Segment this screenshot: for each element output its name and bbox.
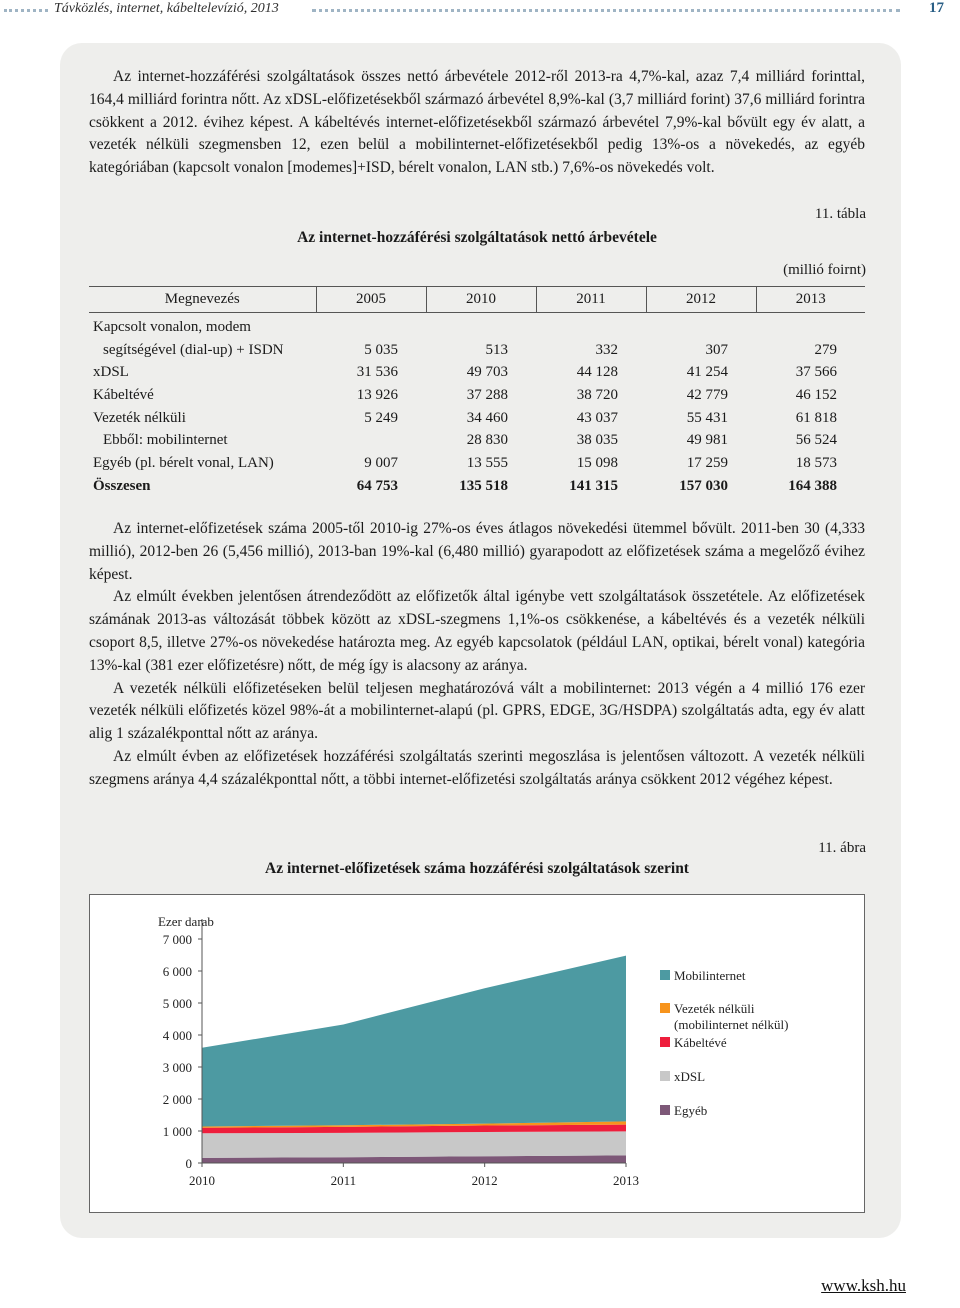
table-cell: 49 703 xyxy=(466,364,508,381)
legend-label: Vezeték nélküli (mobilinternet nélkül) xyxy=(674,1001,789,1032)
table-cell: 28 830 xyxy=(466,432,508,449)
col-header: 2005 xyxy=(316,287,426,313)
legend-label: Egyéb xyxy=(674,1103,708,1118)
intro-paragraph-text: Az internet-hozzáférési szolgáltatások összes nettó árbevétele 2012-ről 2013-ra 4,7%-kal, azaz 7,4 milliárd forinttal, 164,4 milliárd forintra nőtt. Az xDSL-előfizetésekből származó árbevétel 8,9%-kal (3,7 milliárd forint) 37,6 milliárd forintra csökkent a 2012. évihez képest. A kábeltévés internet-előfizetésekből származó árbevétel 7,9%-kal bővült egy év alatt, a vezeték nélküli szegmensben 12, ezen belül a mobilinternet-előfizetésekből pedig 13%-os a növekedés, az egyéb kategóriában (kapcsolt vonalon [modemes]+ISD, bérelt vonalon, LAN stb.) 7,6%-os növekedés volt. xyxy=(89,68,865,177)
y-tick-label: 1 000 xyxy=(162,1124,192,1139)
table-header-row xyxy=(89,287,865,313)
col-header: Megnevezés xyxy=(89,287,316,313)
legend-swatch xyxy=(660,1003,670,1013)
table-cell: 44 128 xyxy=(576,364,618,381)
body-paragraph: Az elmúlt években jelentősen átrendeződött az előfizetők által igénybe vett szolgáltatások összetétele. Az előfizetések számának 2013-as változását többek között az xDSL-szegmens 1,1%-os csökkenése, a kábeltévés és a vezeték nélküli csoport 8,5, illetve 27%-os növekedése határozta meg. Az egyéb kapcsolatok (például LAN, optikai, bérelt vonal) kategória 13%-kal (381 ezer előfizetésre) nőtt, de még így is alacsony az aránya. xyxy=(89,588,865,674)
table-cell: 55 431 xyxy=(686,409,728,426)
table-row xyxy=(89,336,865,359)
table-cell: 13 926 xyxy=(356,387,398,404)
col-header: 2013 xyxy=(756,287,865,313)
table-cell: 157 030 xyxy=(679,477,728,494)
table-cell: 13 555 xyxy=(466,455,508,472)
legend-swatch xyxy=(660,1071,670,1081)
y-tick-label: 4 000 xyxy=(162,1028,192,1043)
subscriptions-area-chart xyxy=(89,894,865,1213)
table-row xyxy=(89,313,865,337)
y-tick-label: 3 000 xyxy=(162,1060,192,1075)
table-cell: 164 388 xyxy=(788,477,837,494)
footer-link[interactable]: www.ksh.hu xyxy=(821,1276,906,1295)
table-cell: 31 536 xyxy=(356,364,398,381)
body-paragraph: Az elmúlt évben az előfizetések hozzáférési szolgáltatás szerinti megoszlása is jelentősen változott. A vezeték nélküli szegmens aránya 4,4 százalékponttal nőtt, a többi internet-előfizetési szolgáltatás aránya csökkent 2012 végéhez képest. xyxy=(89,747,865,788)
row-label: Kapcsolt vonalon, modem xyxy=(93,319,251,335)
table-row xyxy=(89,381,865,404)
figure-number: 11. ábra xyxy=(818,840,866,856)
y-axis-label: Ezer darab xyxy=(158,914,214,929)
row-label: Kábeltévé xyxy=(93,387,154,404)
body-paragraph: Az internet-előfizetések száma 2005-től 2010-ig 27%-os éves átlagos növekedési ütemmel bővült. 2011-ben 30 (4,333 millió), 2012-ben 26 (5,456 millió), 2013-ban 19%-kal (6,480 millió) gyarapodott az előfizetések száma a megelőző évihez képest. xyxy=(89,520,865,583)
row-label: Egyéb (pl. bérelt vonal, LAN) xyxy=(93,455,274,472)
table-unit: (millió foirnt) xyxy=(783,262,866,278)
table-cell: 34 460 xyxy=(466,409,508,426)
x-tick-label: 2013 xyxy=(613,1173,639,1188)
legend-swatch xyxy=(660,970,670,980)
chart-svg xyxy=(90,895,866,1214)
table-total-row xyxy=(89,472,865,495)
table-cell: 513 xyxy=(485,341,508,358)
table-cell: 56 524 xyxy=(795,432,837,449)
table-cell: 42 779 xyxy=(686,387,728,404)
revenue-table xyxy=(89,286,865,495)
legend-swatch xyxy=(660,1037,670,1047)
figure-title: Az internet-előfizetések száma hozzáférési szolgáltatások szerint xyxy=(265,860,689,877)
table-row xyxy=(89,449,865,472)
table-cell: 64 753 xyxy=(356,477,398,494)
y-tick-label: 0 xyxy=(185,1156,192,1171)
table-cell: 61 818 xyxy=(795,409,837,426)
y-tick-label: 7 000 xyxy=(162,932,192,947)
row-label: Ebből: mobilinternet xyxy=(103,432,228,449)
table-row xyxy=(89,404,865,427)
header-dotted-rule-right xyxy=(312,9,900,12)
row-label: Vezeték nélküli xyxy=(93,409,186,426)
table-cell: 332 xyxy=(595,341,618,358)
header-title: Távközlés, internet, kábeltelevízió, 2013 xyxy=(54,1,279,16)
table-cell: 37 566 xyxy=(795,364,837,381)
table-title: Az internet-hozzáférési szolgáltatások nettó árbevétele xyxy=(297,229,657,246)
legend-label: Kábeltévé xyxy=(674,1035,727,1050)
legend-label: xDSL xyxy=(674,1069,706,1084)
y-tick-label: 2 000 xyxy=(162,1092,192,1107)
y-tick-label: 6 000 xyxy=(162,964,192,979)
table-row xyxy=(89,427,865,450)
table-cell: 141 315 xyxy=(569,477,618,494)
legend-swatch xyxy=(660,1105,670,1115)
legend-label: Mobilinternet xyxy=(674,968,746,983)
col-header: 2011 xyxy=(536,287,646,313)
x-tick-label: 2010 xyxy=(189,1173,215,1188)
area-series-4 xyxy=(202,956,626,1127)
table-cell: 5 249 xyxy=(364,409,398,426)
table-cell: 41 254 xyxy=(686,364,728,381)
table-row xyxy=(89,359,865,382)
table-cell: 279 xyxy=(814,341,837,358)
table-cell: 46 152 xyxy=(795,387,837,404)
table-cell: 38 035 xyxy=(576,432,618,449)
table-cell: 9 007 xyxy=(364,455,398,472)
body-paragraphs xyxy=(89,518,865,792)
table-cell: 15 098 xyxy=(576,455,618,472)
table-number: 11. tábla xyxy=(814,206,866,222)
table-cell: 38 720 xyxy=(576,387,618,404)
table-cell: 5 035 xyxy=(364,341,398,358)
row-label: Összesen xyxy=(93,477,151,494)
body-paragraph: A vezeték nélküli előfizetéseken belül teljesen meghatározóvá vált a mobilinternet: 2013 végén a 4 millió 176 ezer vezeték nélküli előfizetés közel 98%-át a mobilinternet-alapú (pl. GPRS, EDGE, 3G/HSDPA) szolgáltatás adta, egy év alatt alig 1 százalékponttal nőtt az aránya. xyxy=(89,679,865,743)
table-cell: 49 981 xyxy=(686,432,728,449)
col-header: 2010 xyxy=(426,287,536,313)
area-series-1 xyxy=(202,1131,626,1158)
x-tick-label: 2011 xyxy=(330,1173,357,1188)
table-cell: 37 288 xyxy=(466,387,508,404)
x-tick-label: 2012 xyxy=(471,1173,498,1188)
table-cell: 43 037 xyxy=(576,409,618,426)
y-tick-label: 5 000 xyxy=(162,996,192,1011)
table-cell: 18 573 xyxy=(795,455,837,472)
row-label: segítségével (dial-up) + ISDN xyxy=(103,341,284,358)
page-header xyxy=(0,0,960,20)
page-number: 17 xyxy=(929,0,944,16)
table-cell xyxy=(316,427,426,450)
col-header: 2012 xyxy=(646,287,756,313)
table-cell: 17 259 xyxy=(686,455,728,472)
table-cell: 135 518 xyxy=(459,477,508,494)
header-dotted-rule-left xyxy=(4,9,48,12)
row-label: xDSL xyxy=(93,364,129,381)
intro-paragraph xyxy=(89,66,865,180)
table-cell: 307 xyxy=(705,341,728,358)
